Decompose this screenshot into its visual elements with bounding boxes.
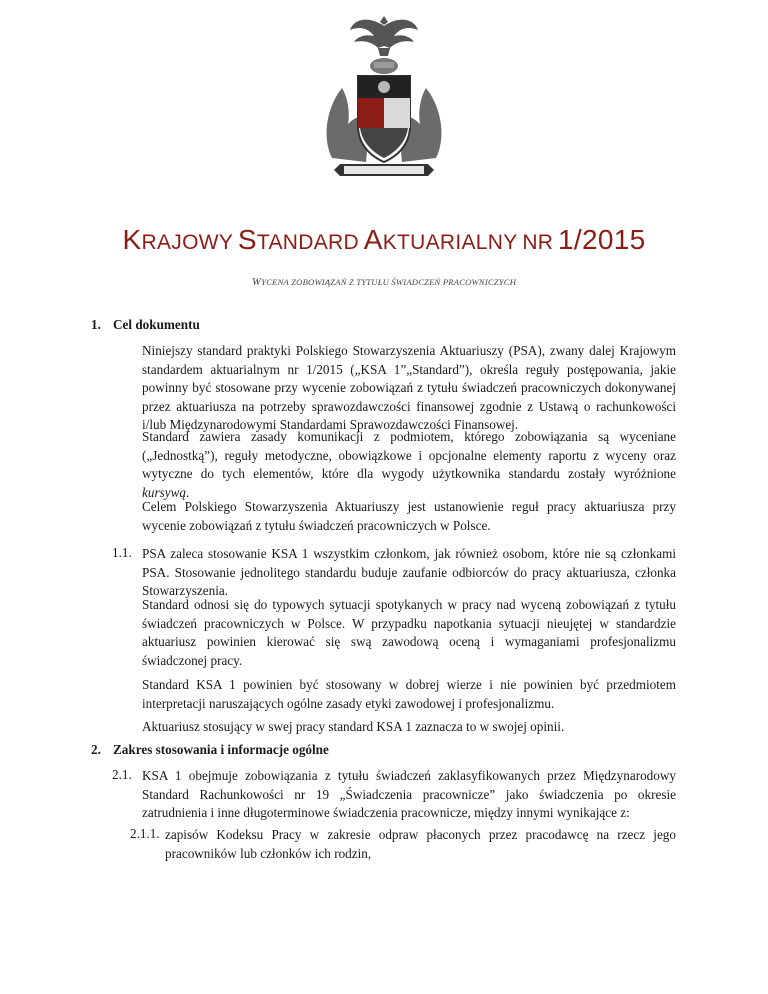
paragraph: Aktuariusz stosujący w swej pracy standard KSA 1 zaznacza to w swojej opinii. bbox=[142, 719, 565, 734]
paragraph: Standard KSA 1 powinien być stosowany w dobrej wierze i nie powinien być przedmiotem interpretacji naruszających ogólne zasady etyki zawodowej i profesjonalizmu. bbox=[142, 677, 676, 711]
clause-number: 2.1.1. bbox=[130, 826, 160, 841]
paragraph: Standard odnosi się do typowych sytuacji spotykanych w pracy nad wyceną zobowiązań z tytułu świadczeń pracowniczych w Polsce. W przypadku napotkania sytuacji nieujętej w standardzie aktuariusz powinien kierować się swą zawodową oceną i wymaganiami profesjonalizmu świadczonej pracy. bbox=[142, 597, 676, 668]
paragraph: Celem Polskiego Stowarzyszenia Aktuariuszy jest ustanowienie reguł pracy aktuariusza przy wycenie zobowiązań z tytułu świadczeń pracowniczych w Polsce. bbox=[142, 499, 676, 533]
section-heading: Zakres stosowania i informacje ogólne bbox=[113, 742, 329, 757]
paragraph: Standard zawiera zasady komunikacji z podmiotem, którego zobowiązania są wyceniane („Jednostką”), reguły metodyczne, obowiązkowe i opcjonalne elementy raportu z wyceny oraz wytyczne do tych elementów, które dla wygody użytkownika standardu zostały wyróżnione kursywą. bbox=[142, 429, 676, 500]
coat-of-arms-logo bbox=[314, 8, 454, 188]
clause-number: 2.1. bbox=[112, 767, 132, 782]
paragraph: KSA 1 obejmuje zobowiązania z tytułu świadczeń zaklasyfikowanych przez Międzynarodowy Standard Rachunkowości nr 19 „Świadczenia pracownicze” jako świadczenia po okresie zatrudnienia i inne długoterminowe świadczenia pracownicze, między innymi wynikające z: bbox=[142, 768, 676, 821]
page-title: KRAJOWY STANDARD AKTUARIALNY NR 1/2015 bbox=[122, 224, 646, 255]
paragraph: Niniejszy standard praktyki Polskiego Stowarzyszenia Aktuariuszy (PSA), zwany dalej Krajowym standardem aktuarialnym nr 1/2015 („KSA 1”„Standard”), określa reguły postępowania, jakie powinny być stosowane przy wycenie zobowiązań z tytułu świadczeń pracowniczych dokonywanej przez aktuariusza na potrzeby sprawozdawczości finansowej zgodnie z Ustawą o rachunkowości i/lub Międzynarodowymi Standardami Sprawozdawczości Finansowej. bbox=[142, 343, 676, 433]
section-heading: Cel dokumentu bbox=[113, 317, 200, 332]
section-number: 1. bbox=[91, 317, 101, 332]
paragraph: PSA zaleca stosowanie KSA 1 wszystkim członkom, jak również osobom, które nie są członkami PSA. Stosowanie jednolitego standardu buduje zaufanie odbiorców do pracy aktuariusza, członka Stowarzyszenia. bbox=[142, 546, 676, 599]
paragraph: zapisów Kodeksu Pracy w zakresie odpraw płaconych przez pracodawcę na rzecz jego pracowników lub członków ich rodzin, bbox=[165, 827, 676, 861]
page-subtitle: WYCENA ZOBOWIĄZAŃ Z TYTUŁU ŚWIADCZEŃ PRACOWNICZYCH bbox=[251, 276, 517, 288]
section-number: 2. bbox=[91, 742, 101, 757]
clause-number: 1.1. bbox=[112, 545, 132, 560]
